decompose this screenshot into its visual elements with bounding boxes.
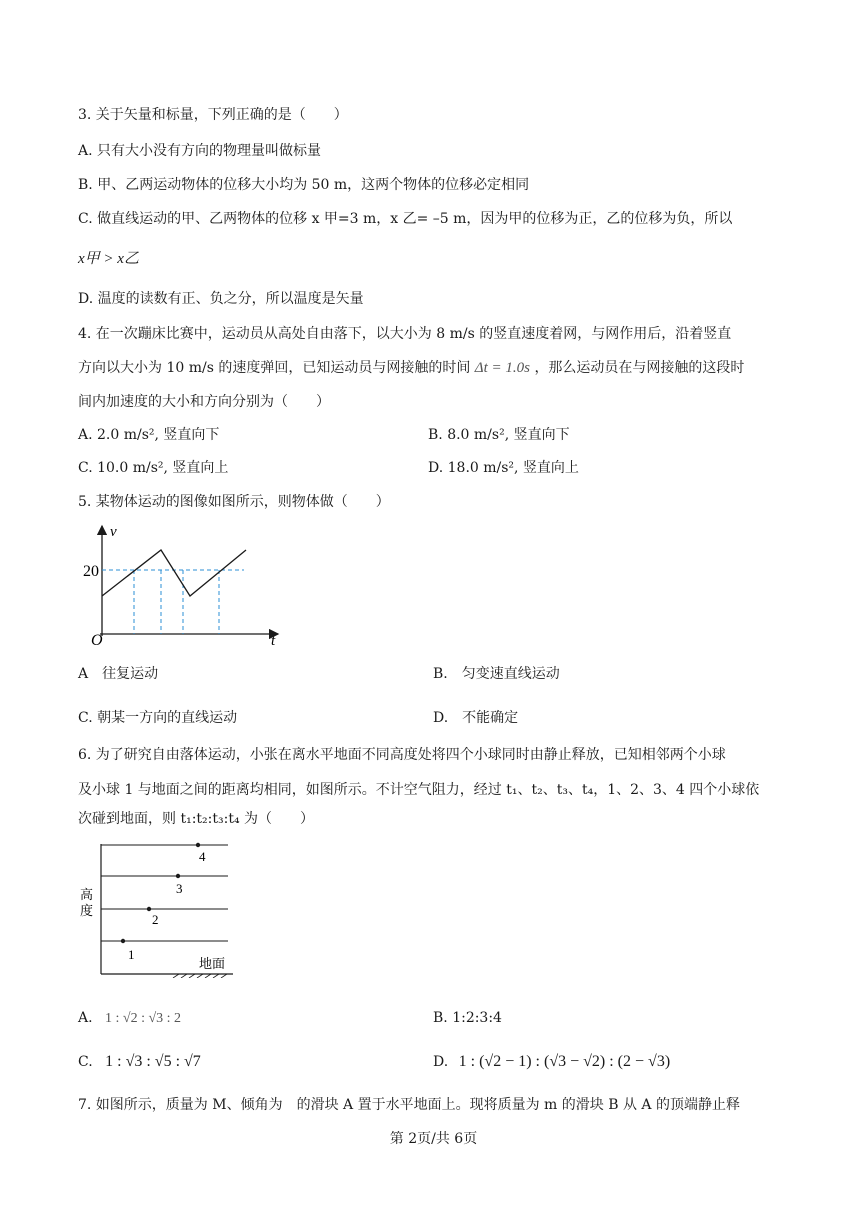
q6-height-label-1: 高 (80, 887, 94, 902)
q6-option-b: B. 1:2:3:4 (433, 1010, 502, 1026)
q3-option-b: B. 甲、乙两运动物体的位移大小均为 50 m，这两个物体的位移必定相同 (78, 177, 530, 193)
q6-option-a (78, 1010, 181, 1027)
q6-height-figure (75, 838, 240, 978)
q6-ground-label: 地面 (199, 956, 226, 971)
q4-option-d: D. 18.0 m/s², 竖直向上 (428, 460, 579, 476)
q6-ball-label-3: 3 (176, 881, 183, 896)
q6-stem-line2: 及小球 1 与地面之间的距离均相同，如图所示。不计空气阻力，经过 t₁、t₂、t₃、t₄，1、2、3、4 四个小球依 (78, 782, 760, 798)
q3-stem: 3. 关于矢量和标量，下列正确的是（ ） (78, 107, 348, 123)
q3-option-a: A. 只有大小没有方向的物理量叫做标量 (78, 143, 322, 159)
q4-delta-t: Δt = 1.0s (474, 360, 530, 376)
q6-ball-3 (176, 874, 180, 878)
q6-ball-label-1: 1 (128, 947, 135, 962)
q6-option-a-value: 1 : √2 : √3 : 2 (105, 1011, 182, 1026)
q4-line2-post: ，那么运动员在与网接触的这段时 (534, 360, 745, 376)
q5-y-tick-20: 20 (83, 563, 99, 580)
q4-option-c: C. 10.0 m/s², 竖直向上 (78, 460, 229, 476)
q6-option-c (78, 1053, 201, 1071)
q4-option-a: A. 2.0 m/s², 竖直向下 (78, 427, 220, 443)
q6-ball-label-2: 2 (152, 912, 159, 927)
q6-ball-label-4: 4 (199, 849, 206, 864)
q6-option-c-label: C. (78, 1054, 93, 1070)
q5-velocity-line (102, 550, 246, 596)
page-footer: 第 2页/共 6页 (389, 1131, 478, 1147)
q5-o-label: O (91, 632, 103, 648)
q5-option-d: D. 不能确定 (433, 710, 519, 726)
q5-stem: 5. 某物体运动的图像如图所示，则物体做（ ） (78, 494, 390, 510)
q6-ball-4 (196, 843, 200, 847)
q7-stem-line1: 7. 如图所示，质量为 M、倾角为 的滑块 A 置于水平地面上。现将质量为 m 的滑块 B 从 A 的顶端静止释 (78, 1097, 740, 1113)
q6-option-d (433, 1053, 670, 1071)
q5-option-b: B. 匀变速直线运动 (433, 666, 560, 682)
q6-ball-1 (121, 939, 125, 943)
q6-stem-line1: 6. 为了研究自由落体运动，小张在离水平地面不同高度处将四个小球同时由静止释放，已知相邻两个小球 (78, 747, 726, 763)
q3-option-c: C. 做直线运动的甲、乙两物体的位移 x 甲=3 m，x 乙= –5 m，因为甲的位移为正，乙的位移为负，所以 (78, 211, 733, 227)
q5-v-label: v (110, 524, 117, 540)
q5-option-c: C. 朝某一方向的直线运动 (78, 710, 238, 726)
q4-stem-line1: 4. 在一次蹦床比赛中，运动员从高处自由落下，以大小为 8 m/s 的竖直速度着网，与网作用后，沿着竖直 (78, 326, 732, 342)
q6-option-d-label: D. (433, 1054, 449, 1070)
q4-option-b: B. 8.0 m/s², 竖直向下 (428, 427, 570, 443)
q4-stem-line2 (78, 357, 744, 377)
q6-ball-2 (147, 907, 151, 911)
q4-stem-line3: 间内加速度的大小和方向分别为（ ） (78, 394, 330, 410)
q5-t-label: t (271, 633, 276, 648)
q5-vt-graph (78, 518, 288, 648)
q6-option-d-value: 1 : (√2 − 1) : (√3 − √2) : (2 − √3) (458, 1053, 671, 1070)
q3-option-c-math: x甲 > x乙 (78, 251, 139, 267)
q4-line2-pre: 方向以大小为 10 m/s 的速度弹回，已知运动员与网接触的时间 (78, 360, 471, 376)
q6-stem-line3: 次碰到地面，则 t₁:t₂:t₃:t₄ 为（ ） (78, 811, 315, 827)
q3-option-d: D. 温度的读数有正、负之分，所以温度是矢量 (78, 291, 364, 307)
q5-option-a: A 往复运动 (78, 666, 159, 682)
q6-height-label-2: 度 (80, 903, 94, 918)
q6-option-c-value: 1 : √3 : √5 : √7 (105, 1053, 201, 1070)
q6-option-a-label: A. (78, 1010, 93, 1026)
